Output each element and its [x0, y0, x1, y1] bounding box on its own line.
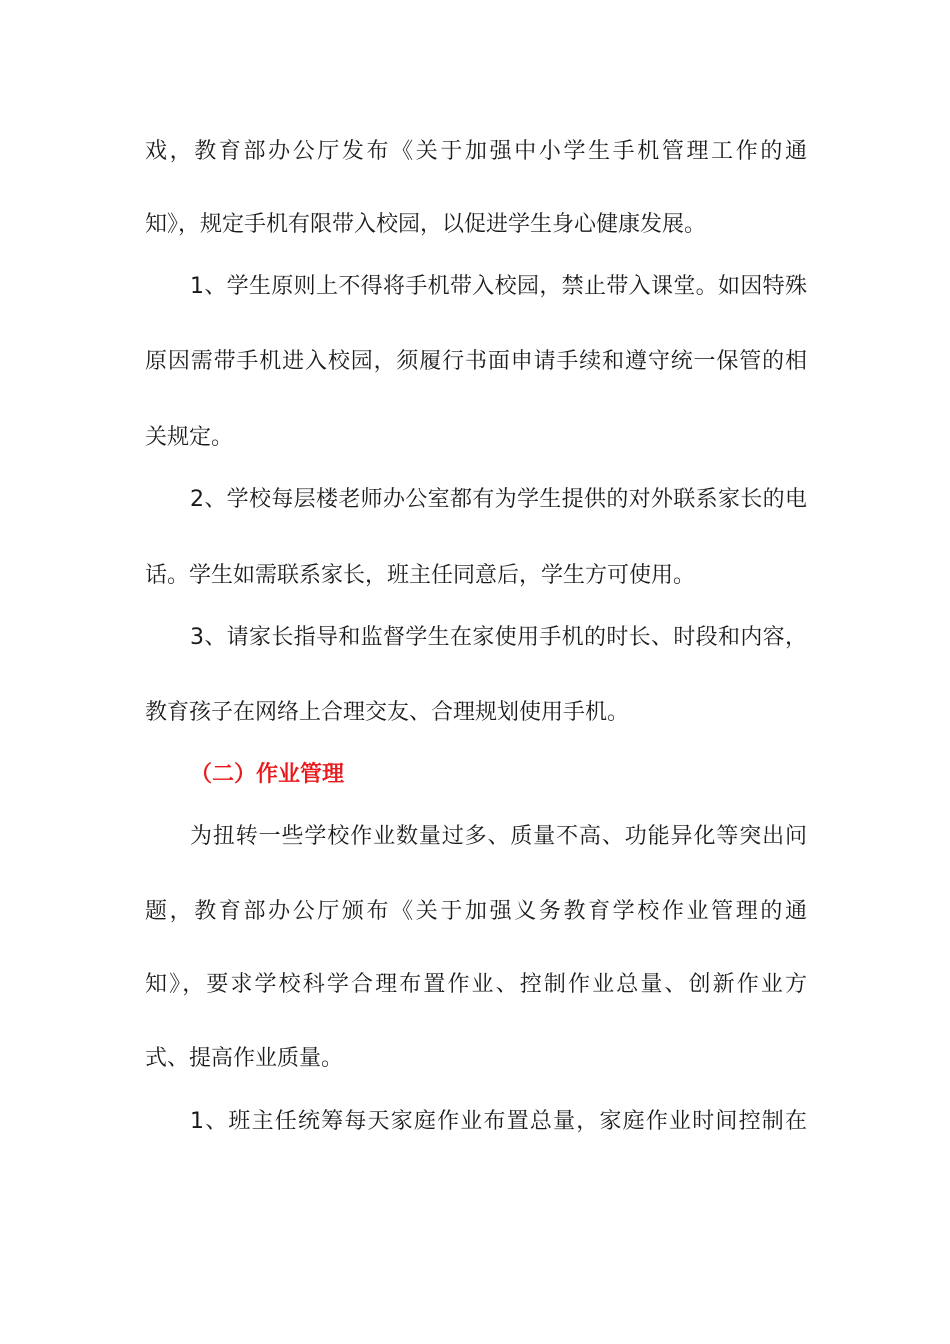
paragraph-line: 戏，教育部办公厅发布《关于加强中小学生手机管理工作的通 — [145, 139, 807, 164]
paragraph-line: 话。学生如需联系家长，班主任同意后，学生方可使用。 — [145, 563, 696, 588]
paragraph-line: 知》，要求学校科学合理布置作业、控制作业总量、创新作业方 — [145, 972, 807, 997]
section-heading: （二）作业管理 — [190, 762, 345, 787]
paragraph-line: 题，教育部办公厅颁布《关于加强义务教育学校作业管理的通 — [145, 899, 807, 924]
paragraph-line: 式、提高作业质量。 — [145, 1046, 344, 1071]
paragraph-line: 知》，规定手机有限带入校园，以促进学生身心健康发展。 — [145, 212, 707, 237]
paragraph-line: 教育孩子在网络上合理交友、合理规划使用手机。 — [145, 700, 630, 725]
paragraph-line: 原因需带手机进入校园，须履行书面申请手续和遵守统一保管的相 — [145, 349, 807, 374]
list-item-line: 1、班主任统筹每天家庭作业布置总量，家庭作业时间控制在 — [190, 1109, 807, 1134]
paragraph-line: 关规定。 — [145, 425, 234, 450]
list-item-line: 1、学生原则上不得将手机带入校园，禁止带入课堂。如因特殊 — [190, 274, 807, 299]
paragraph-line: 为扭转一些学校作业数量过多、质量不高、功能异化等突出问 — [190, 824, 807, 849]
list-item-line: 3、请家长指导和监督学生在家使用手机的时长、时段和内容， — [190, 625, 807, 650]
list-item-line: 2、学校每层楼老师办公室都有为学生提供的对外联系家长的电 — [190, 487, 807, 512]
